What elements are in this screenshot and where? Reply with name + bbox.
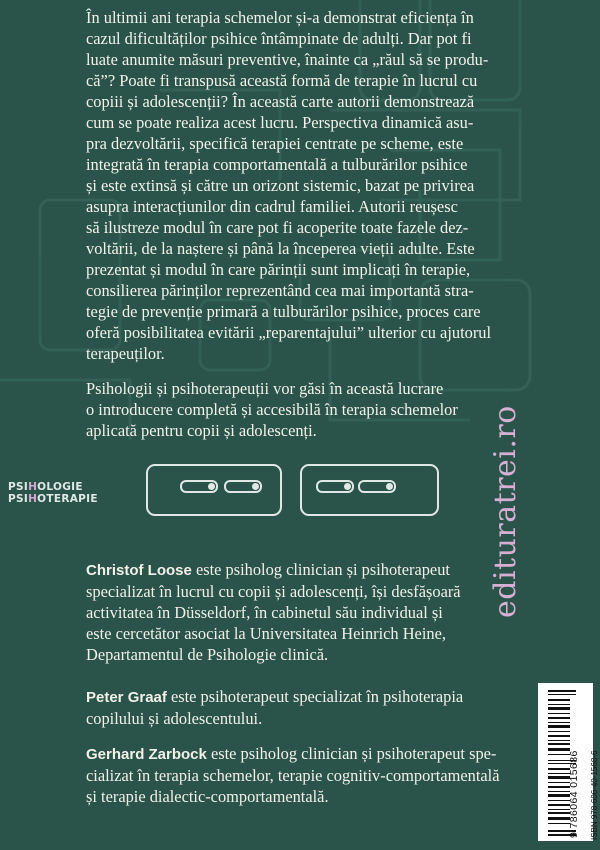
blurb-paragraph-2: [86, 378, 526, 441]
author-bio-3: [86, 743, 526, 807]
pill-ornament: [224, 480, 262, 493]
collection-line-psihologie: PSIHOLOGIE: [8, 481, 83, 493]
isbn-label: ISBN 978-606-40-1568-6: [590, 750, 599, 840]
pill-ornament: [316, 480, 354, 493]
blurb-text: În ultimii ani terapia schemelor și-a demonstrat eficiența în cazul dificultăților psihice întâmpinate de adulți. Dar pot fi luate anumite măsuri preventive, înainte ca „răul să se produ- că”? Poate fi transpusă această formă de terapie în lucrul cu copiii și adolescenții? În această carte autorii demonstrează cum se poate realiza acest lucru. Perspectiva dinamică asu- pra dezvoltării, specifică terapiei centrate pe scheme, este integrată în terapia comportamentală a tulburărilor psihice și este extinsă și către un orizont sistemic, bazat pe privirea asupra interacțiunilor din cadrul familiei. Autorii reușesc să ilustreze modul în care pot fi acoperite toate fazele dez- voltării, de la naștere și până la începerea vieții adulte. Este prezentat și modul în care părinții sunt implicați în terapie, consilierea părinților reprezentând cea mai importantă stra- tegie de prevenție primară a tulburărilor psihice, proces care oferă posibilitatea evitării „reparentajului” ulterior cu ajutorul terapeuților.: [86, 8, 492, 363]
author-name: Peter Graaf: [86, 689, 167, 706]
collection-logo: [8, 481, 98, 505]
author-name: Christof Loose: [86, 562, 192, 579]
author-bio-2: [86, 686, 526, 729]
blurb-paragraph-1: [86, 7, 526, 364]
pill-ornament: [180, 480, 218, 493]
pill-ornament: [358, 480, 396, 493]
author-description: este psihoterapeut specializat în psihoterapia copilului și adolescentului.: [86, 687, 464, 728]
publisher-website: edituratrei.ro: [488, 405, 523, 618]
blurb-text-2: Psihologii și psihoterapeuții vor găsi în această lucrare o introducere completă și accesibilă în terapia schemelor aplicată pentru copii și adolescenți.: [86, 379, 458, 440]
ornament-frame-left: [146, 464, 282, 516]
ornament-frame-right: [300, 464, 439, 516]
author-name: Gerhard Zarbock: [86, 746, 207, 763]
collection-line-psihoterapie: PSIHOTERAPIE: [8, 493, 98, 505]
author-bio-1: [86, 559, 526, 665]
author-description: este psiholog clinician și psihoterapeut specializat în lucrul cu copii și adolescenți, își desfășoară activitatea în Düsseldorf, în cabinetul său individual și este cercetător asociat la Universitatea Heinrich Heine, Departamentul de Psihologie clinică.: [86, 560, 461, 664]
barcode-digits: 9 786064 015686: [568, 750, 580, 838]
author-description: este psiholog clinician și psihoterapeut spe- cializat în terapia schemelor, terapie cognitiv-comportamentală și terapie dialectic-comportamentală.: [86, 744, 500, 806]
